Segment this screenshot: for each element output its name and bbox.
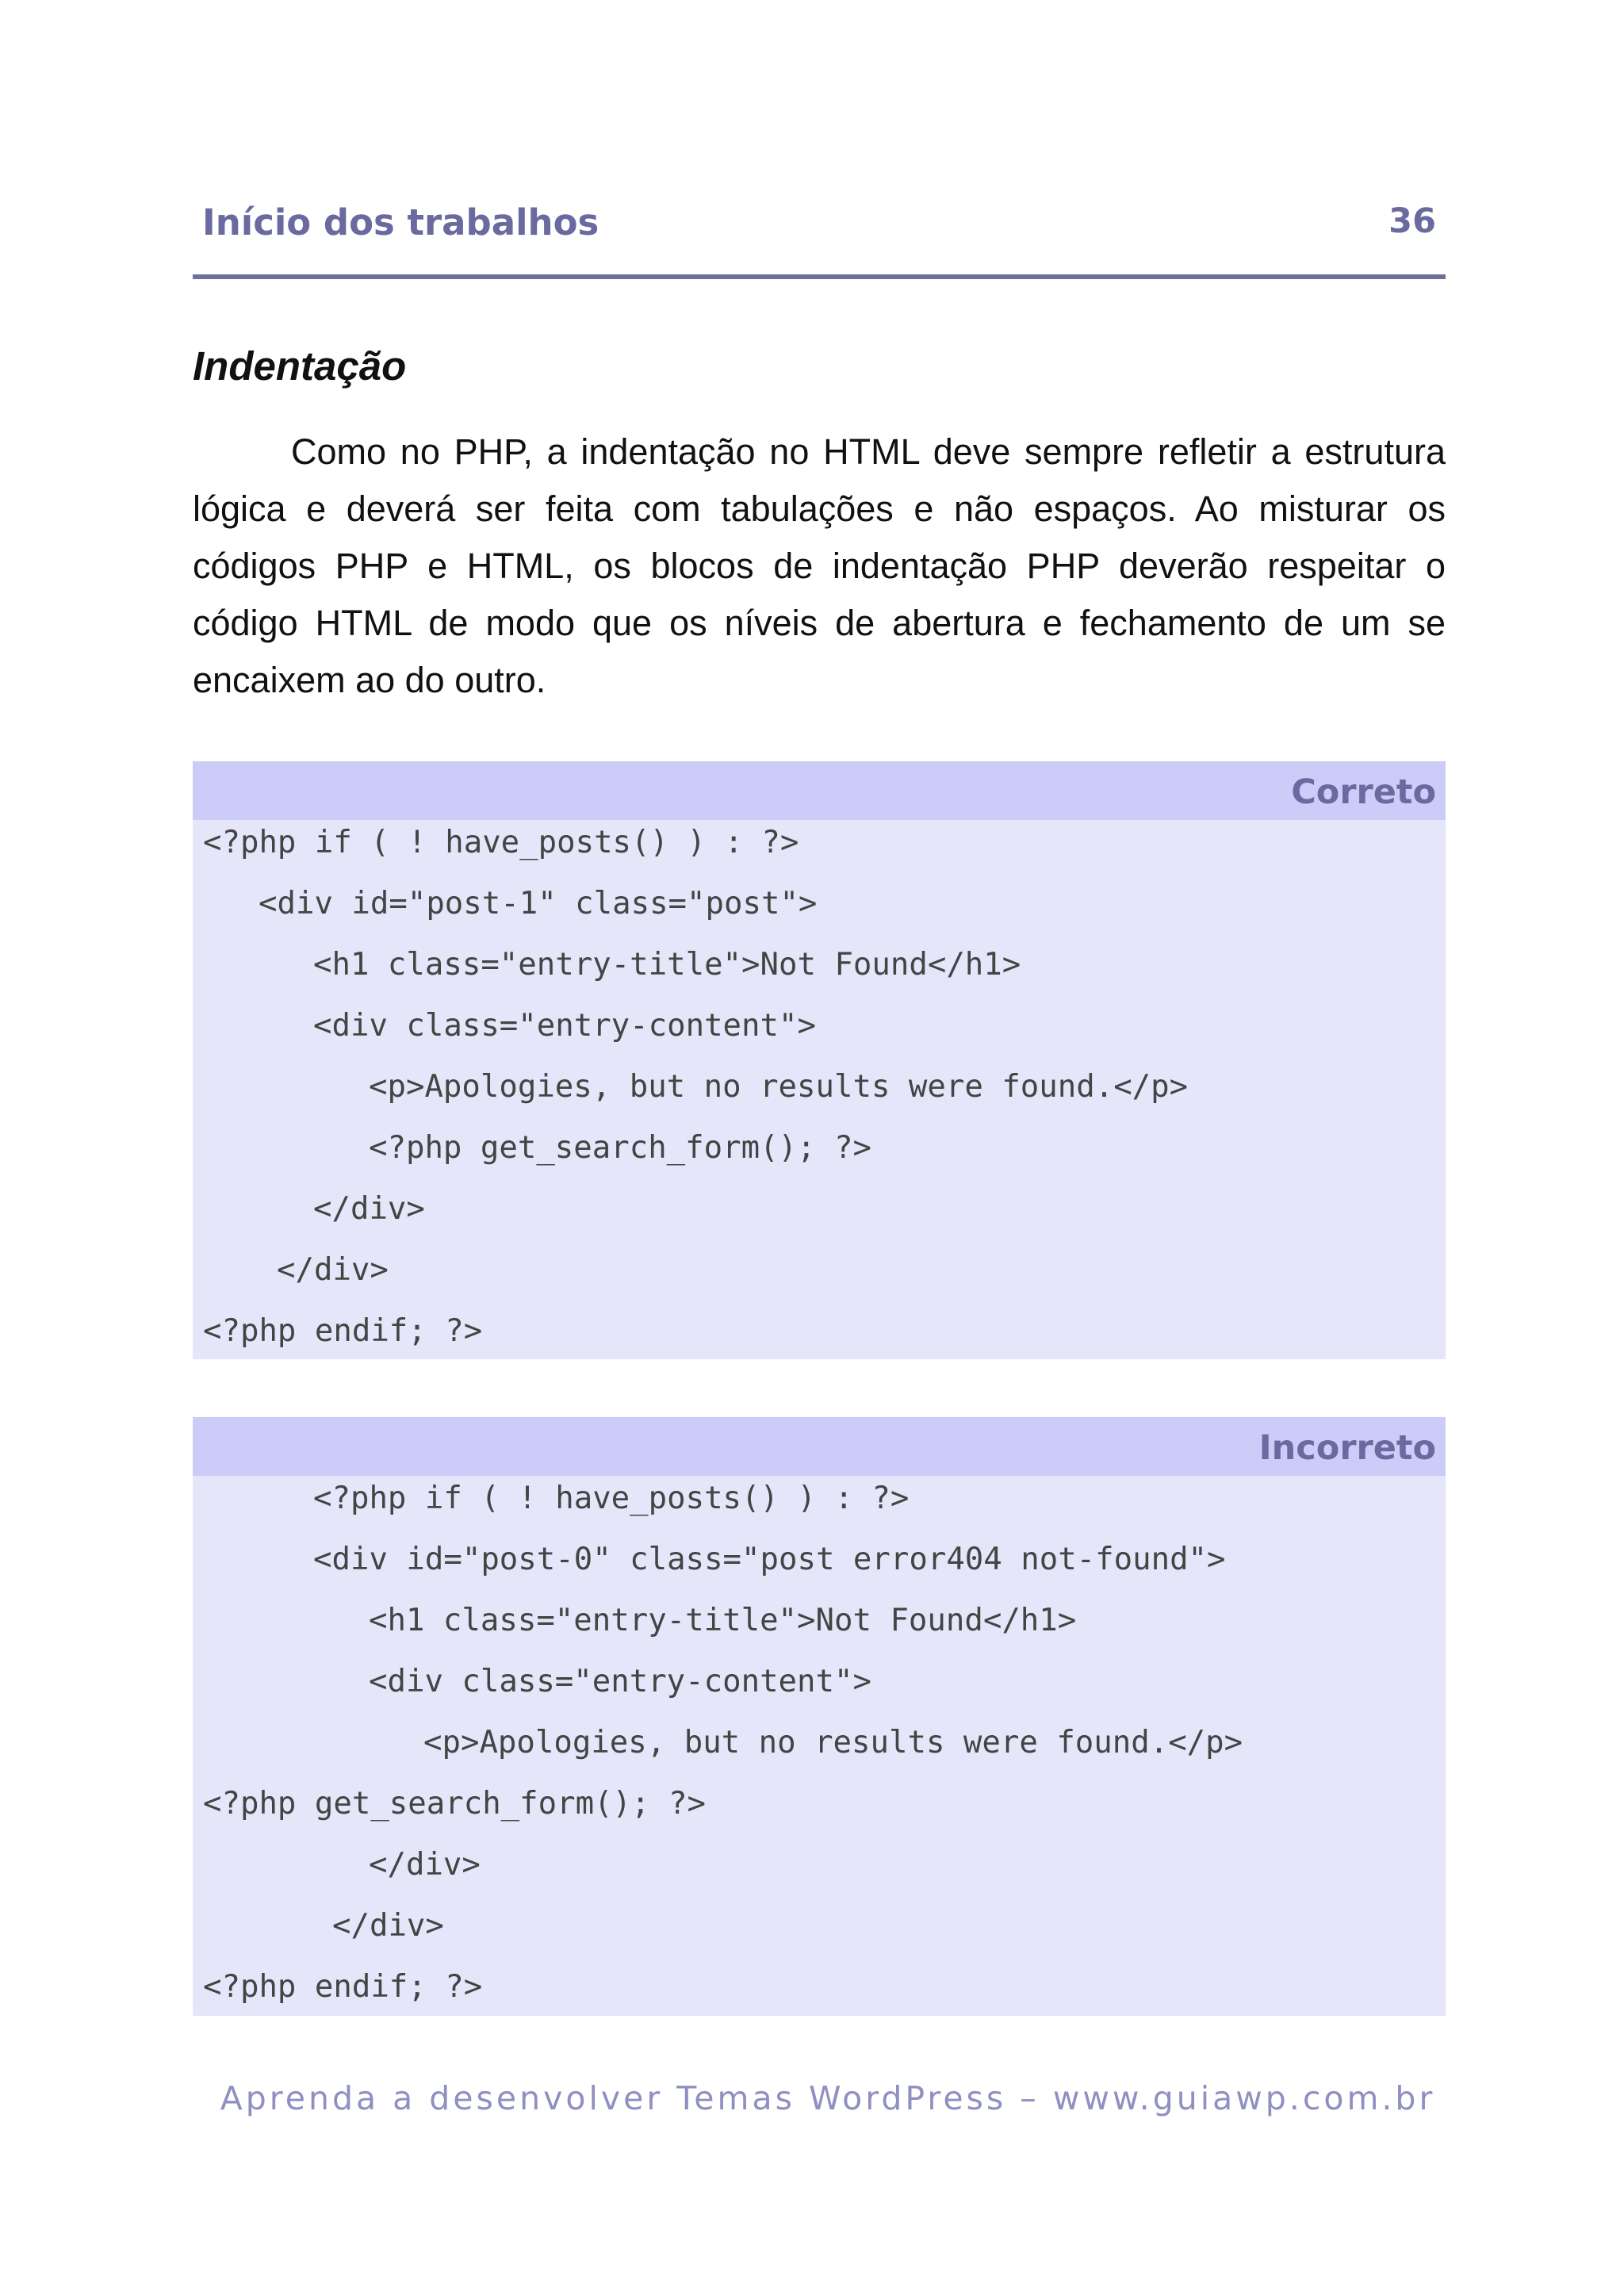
code-line: </div> (277, 1252, 389, 1288)
code-block-incorrect (193, 1417, 1446, 2016)
code-line: <div id="post-1" class="post"> (259, 886, 818, 921)
code-line: </div> (313, 1191, 425, 1227)
code-line: <div class="entry-content"> (313, 1008, 816, 1044)
chapter-title: Início dos trabalhos (202, 201, 599, 243)
code-block-correct (193, 761, 1446, 1359)
code-line: <?php endif; ?> (203, 1313, 483, 1349)
code-line: <?php get_search_form(); ?> (369, 1130, 871, 1166)
code-line: </div> (332, 1908, 444, 1944)
code-line: <?php endif; ?> (203, 1969, 483, 2005)
code-line: <?php if ( ! have_posts() ) : ?> (313, 1481, 910, 1516)
code-line: <div id="post-0" class="post error404 not-found"> (313, 1542, 1226, 1577)
page-header (193, 190, 1446, 279)
code-line: <p>Apologies, but no results were found.</p> (423, 1725, 1243, 1760)
code-block-label-incorrect: Incorreto (1258, 1428, 1436, 1468)
code-line: <?php if ( ! have_posts() ) : ?> (203, 825, 799, 860)
page-number: 36 (1388, 201, 1436, 241)
code-line: <?php get_search_form(); ?> (203, 1786, 706, 1822)
code-line: <p>Apologies, but no results were found.</p> (369, 1069, 1189, 1105)
body-paragraph: Como no PHP, a indentação no HTML deve sempre refletir a estrutura lógica e deverá ser feita com tabulações e não espaços. Ao misturar os códigos PHP e HTML, os blocos de indentação PHP deverão respeitar o código HTML de modo que os níveis de abertura e fechamento de um se encaixem ao do outro. (193, 431, 1446, 700)
section-heading: Indentação (193, 343, 407, 389)
code-line: <h1 class="entry-title">Not Found</h1> (369, 1603, 1077, 1638)
code-block-label-correct: Correto (1291, 772, 1436, 812)
code-line: </div> (369, 1847, 481, 1883)
code-line: <h1 class="entry-title">Not Found</h1> (313, 947, 1021, 983)
page-footer: Aprenda a desenvolver Temas WordPress – www.guiawp.com.br (220, 2079, 1436, 2117)
code-block-header (193, 761, 1446, 820)
code-block-header (193, 1417, 1446, 1476)
code-line: <div class="entry-content"> (369, 1664, 871, 1699)
